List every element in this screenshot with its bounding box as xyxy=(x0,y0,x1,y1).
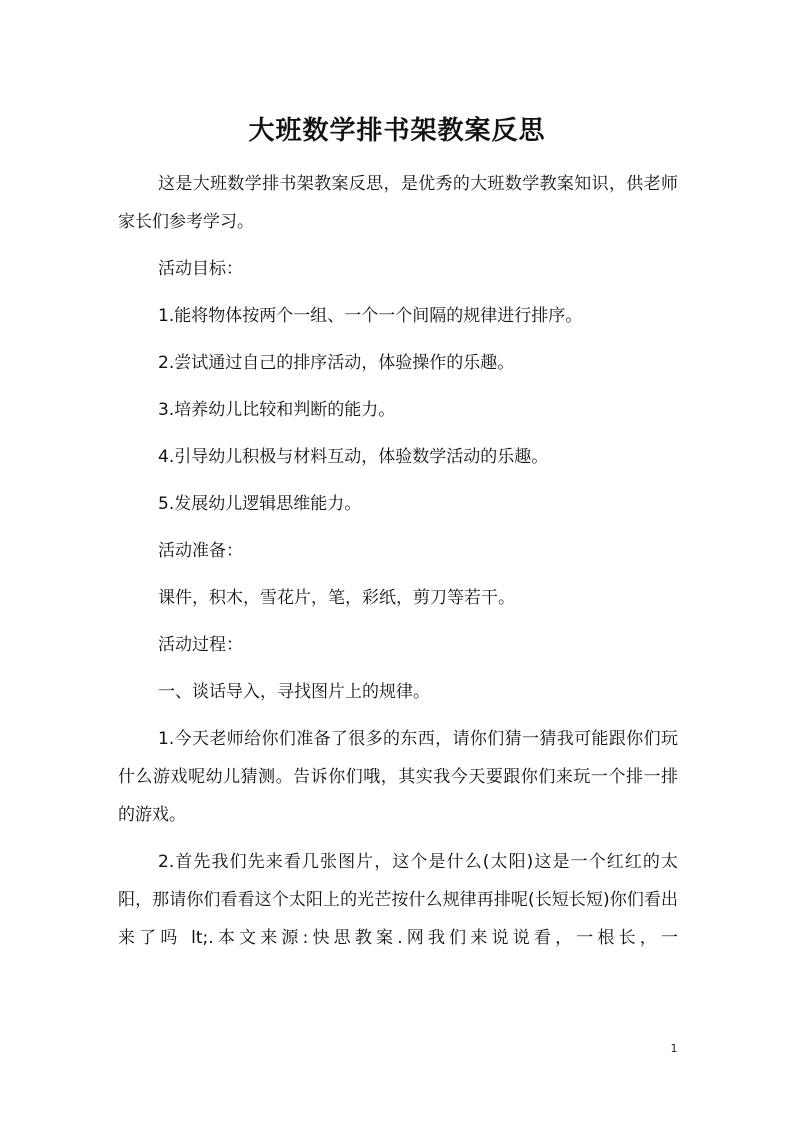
document-body xyxy=(118,165,678,966)
document-title: 大班数学排书架教案反思 xyxy=(248,116,546,147)
paragraph-goal-4: 4.引导幼儿积极与材料互动，体验数学活动的乐趣。 xyxy=(158,447,549,467)
paragraph-goal-1: 1.能将物体按两个一组、一个一个间隔的规律进行排序。 xyxy=(158,306,583,326)
paragraph-intro: 这是大班数学排书架教案反思，是优秀的大班数学教案知识，供老师家长们参考学习。 xyxy=(118,174,678,232)
paragraph-goal-5: 5.发展幼儿逻辑思维能力。 xyxy=(158,494,362,514)
paragraph-goal-2: 2.尝试通过自己的排序活动，体验操作的乐趣。 xyxy=(158,353,515,373)
paragraph-step-2: 2.首先我们先来看几张图片，这个是什么(太阳)这是一个红红的太阳，那请你们看看这个太阳上的光芒按什么规律再排呢(长短长短)你们看出来了吗 lt;.本文来源:快思教案.网我们来说说看，一根长，一 xyxy=(118,852,678,948)
paragraph-process-heading: 活动过程： xyxy=(158,635,243,655)
paragraph-preparation-heading: 活动准备： xyxy=(158,541,243,561)
paragraph-goals-heading: 活动目标： xyxy=(158,259,243,279)
paragraph-goal-3: 3.培养幼儿比较和判断的能力。 xyxy=(158,400,396,420)
page-number: 1 xyxy=(670,1042,678,1055)
paragraph-step-1: 1.今天老师给你们准备了很多的东西，请你们猜一猜我可能跟你们玩什么游戏呢幼儿猜测。告诉你们哦，其实我今天要跟你们来玩一个排一排的游戏。 xyxy=(118,729,678,825)
paragraph-step-one-heading: 一、谈话导入，寻找图片上的规律。 xyxy=(158,682,430,702)
paragraph-materials: 课件，积木，雪花片，笔，彩纸，剪刀等若干。 xyxy=(158,588,515,608)
